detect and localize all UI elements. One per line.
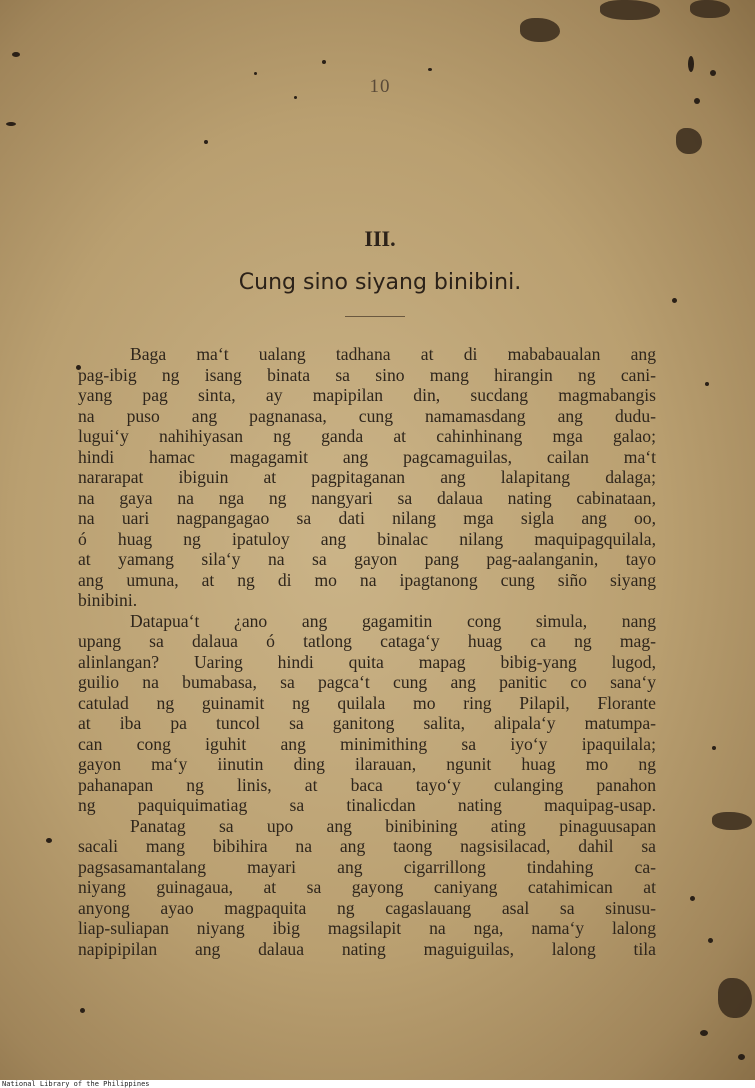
ink-spot bbox=[700, 1030, 708, 1036]
ink-spot bbox=[690, 896, 695, 901]
page-number: 10 bbox=[369, 76, 391, 97]
title-divider bbox=[345, 316, 405, 317]
stain-mark bbox=[520, 18, 560, 42]
text-line: ang umuna, at ng di mo na ipagtanong cung siño siyang bbox=[78, 569, 656, 590]
text-line: liap-suliapan niyang ibig magsilapit na nga, nama‘y lalong bbox=[78, 918, 656, 938]
text-line: anyong ayao magpaquita ng cagaslauang asal sa sinusu- bbox=[78, 897, 656, 918]
text-line: niyang guinagaua, at sa gayong caniyang catahimican at bbox=[78, 877, 656, 897]
text-line: at iba pa tuncol sa ganitong salita, alipala‘y matumpa- bbox=[78, 713, 656, 733]
stain-mark bbox=[718, 978, 752, 1018]
text-line: Panatag sa upo ang binibining ating pinaguusapan bbox=[130, 815, 656, 836]
text-line: Datapua‘t ¿ano ang gagamitin cong simula, nang bbox=[130, 610, 656, 631]
ink-spot bbox=[204, 140, 208, 144]
text-line: catulad ng guinamit ng quilala mo ring Pilapil, Florante bbox=[78, 692, 656, 713]
chapter-numeral: III. bbox=[364, 226, 396, 251]
ink-spot bbox=[428, 68, 432, 71]
ink-spot bbox=[694, 98, 700, 104]
text-line: upang sa dalaua ó tatlong cataga‘y huag ca ng mag- bbox=[78, 631, 656, 651]
ink-spot bbox=[6, 122, 16, 126]
body-text bbox=[78, 344, 656, 959]
ink-spot bbox=[322, 60, 326, 64]
text-line: hindi hamac magagamit ang pagcamaguilas, cailan ma‘t bbox=[78, 446, 656, 467]
text-line: na gaya na nga ng nangyari sa dalaua nating cabinataan, bbox=[78, 487, 656, 508]
text-line: na uari nagpangagao sa dati nilang mga sigla ang oo, bbox=[78, 508, 656, 528]
text-line: alinlangan? Uaring hindi quita mapag bibig-yang lugod, bbox=[78, 651, 656, 672]
ink-spot bbox=[710, 70, 716, 76]
text-line: at yamang sila‘y na sa gayon pang pag-aalanganin, tayo bbox=[78, 549, 656, 569]
ink-spot bbox=[738, 1054, 745, 1060]
text-line: binibini. bbox=[78, 590, 138, 610]
text-line: can cong iguhit ang minimithing sa iyo‘y ipaquilala; bbox=[78, 733, 656, 754]
ink-spot bbox=[672, 298, 677, 303]
text-line: napipipilan ang dalaua nating maguiguilas, lalong tila bbox=[78, 938, 656, 959]
text-line: sacali mang bibihira na ang taong nagsisilacad, dahil sa bbox=[78, 836, 656, 856]
stain-mark bbox=[676, 128, 702, 154]
ink-spot bbox=[294, 96, 297, 99]
ink-spot bbox=[46, 838, 52, 843]
ink-spot bbox=[254, 72, 257, 75]
text-line: Baga ma‘t ualang tadhana at di mababaualan ang bbox=[130, 344, 656, 364]
footer-credit: National Library of the Philippines bbox=[2, 1080, 150, 1088]
stain-mark bbox=[600, 0, 660, 20]
chapter-title: Cung sino siyang binibini. bbox=[238, 270, 522, 295]
text-line: ó huag ng ipatuloy ang binalac nilang maquipagquilala, bbox=[78, 528, 656, 549]
text-line: nararapat ibiguin at pagpitaganan ang lalapitang dalaga; bbox=[78, 467, 656, 487]
text-line: na puso ang pagnanasa, cung namamasdang ang dudu- bbox=[78, 405, 656, 426]
ink-spot bbox=[12, 52, 20, 57]
ink-spot bbox=[688, 56, 694, 72]
text-line: lugui‘y nahihiyasan ng ganda at cahinhinang mga galao; bbox=[78, 426, 656, 446]
text-line: ng paquiquimatiag sa tinalicdan nating maquipag-usap. bbox=[78, 795, 656, 815]
ink-spot bbox=[708, 938, 713, 943]
text-line: guilio na bumabasa, sa pagca‘t cung ang panitic co sana‘y bbox=[78, 672, 656, 692]
text-line: pahanapan ng linis, at baca tayo‘y culanging panahon bbox=[78, 774, 656, 795]
stain-mark bbox=[712, 812, 752, 830]
ink-spot bbox=[705, 382, 709, 386]
text-line: pagsasamantalang mayari ang cigarrillong tindahing ca- bbox=[78, 856, 656, 877]
text-line: gayon ma‘y iinutin ding ilarauan, ngunit huag mo ng bbox=[78, 754, 656, 774]
ink-spot bbox=[712, 746, 716, 750]
text-line: yang pag sinta, ay mapipilan din, sucdang magmabangis bbox=[78, 385, 656, 405]
text-line: pag-ibig ng isang binata sa sino mang hirangin ng cani- bbox=[78, 364, 656, 385]
ink-spot bbox=[80, 1008, 85, 1013]
stain-mark bbox=[690, 0, 730, 18]
